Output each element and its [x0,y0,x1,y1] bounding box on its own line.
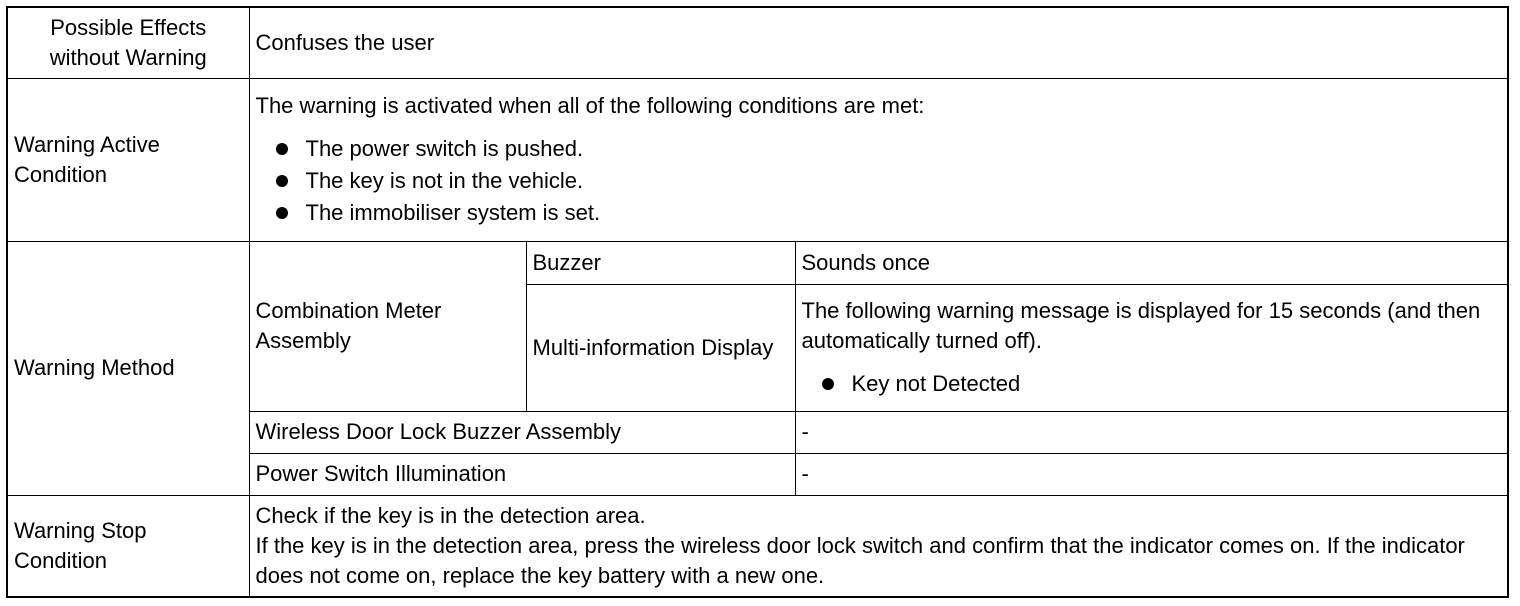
active-intro: The warning is activated when all of the following conditions are met: [255,92,925,118]
stop-condition-row [7,495,1508,597]
stop-value-cell [249,495,1508,597]
power-value: - [801,461,809,486]
mid-message-list [802,368,1502,400]
combination-meter-cell [249,241,526,411]
buzzer-value: Sounds once [801,249,930,275]
power-value-cell [795,453,1508,495]
mid-text: The following warning message is displayed for 15 seconds (and then automatically turned off). [801,297,1481,353]
active-value-cell [249,78,1508,241]
active-condition-list [256,133,1502,229]
power-label-cell [249,453,795,495]
list-item-text: The immobiliser system is set. [305,199,601,225]
method-buzzer-row [7,241,1508,284]
power-label: Power Switch Illumination [255,461,507,486]
list-item [802,368,1502,400]
active-label: Warning Active Condition [14,131,160,187]
combination-meter-label: Combination Meter Assembly [255,298,442,353]
wireless-value: - [801,419,809,444]
list-item [256,197,1502,229]
stop-label-cell [7,495,249,597]
list-item-text: The key is not in the vehicle. [305,167,584,193]
active-label-cell [7,78,249,241]
bullet-dot-icon [276,143,288,155]
list-item [256,133,1502,165]
warning-specification-table [6,6,1509,598]
stop-line-2: If the key is in the detection area, press the wireless door lock switch and confirm that the indicator comes on. If the indicator does not come on, replace the key battery with a new one. [255,532,1465,588]
stop-label: Warning Stop Condition [14,517,147,573]
list-item-text: Key not Detected [851,370,1021,396]
buzzer-label: Buzzer [532,249,601,275]
method-label: Warning Method [14,355,175,380]
list-item [256,165,1502,197]
wireless-label: Wireless Door Lock Buzzer Assembly [255,419,622,444]
bullet-dot-icon [822,378,834,390]
bullet-dot-icon [276,207,288,219]
active-condition-row [7,78,1508,241]
list-item-text: The power switch is pushed. [305,135,584,161]
buzzer-value-cell [795,241,1508,284]
stop-line-1: Check if the key is in the detection area. [255,502,646,528]
method-label-cell [7,241,249,495]
buzzer-label-cell [526,241,795,284]
effects-label: Possible Effects without Warning [49,14,207,70]
mid-label-cell [526,284,795,411]
effects-row [7,7,1508,78]
wireless-value-cell [795,411,1508,453]
wireless-label-cell [249,411,795,453]
mid-value-cell [795,284,1508,411]
warning-table-container [6,6,1509,598]
effects-value-cell [249,7,1508,78]
bullet-dot-icon [276,175,288,187]
effects-label-cell [7,7,249,78]
mid-label: Multi-information Display [532,334,774,360]
effects-value: Confuses the user [255,29,435,55]
